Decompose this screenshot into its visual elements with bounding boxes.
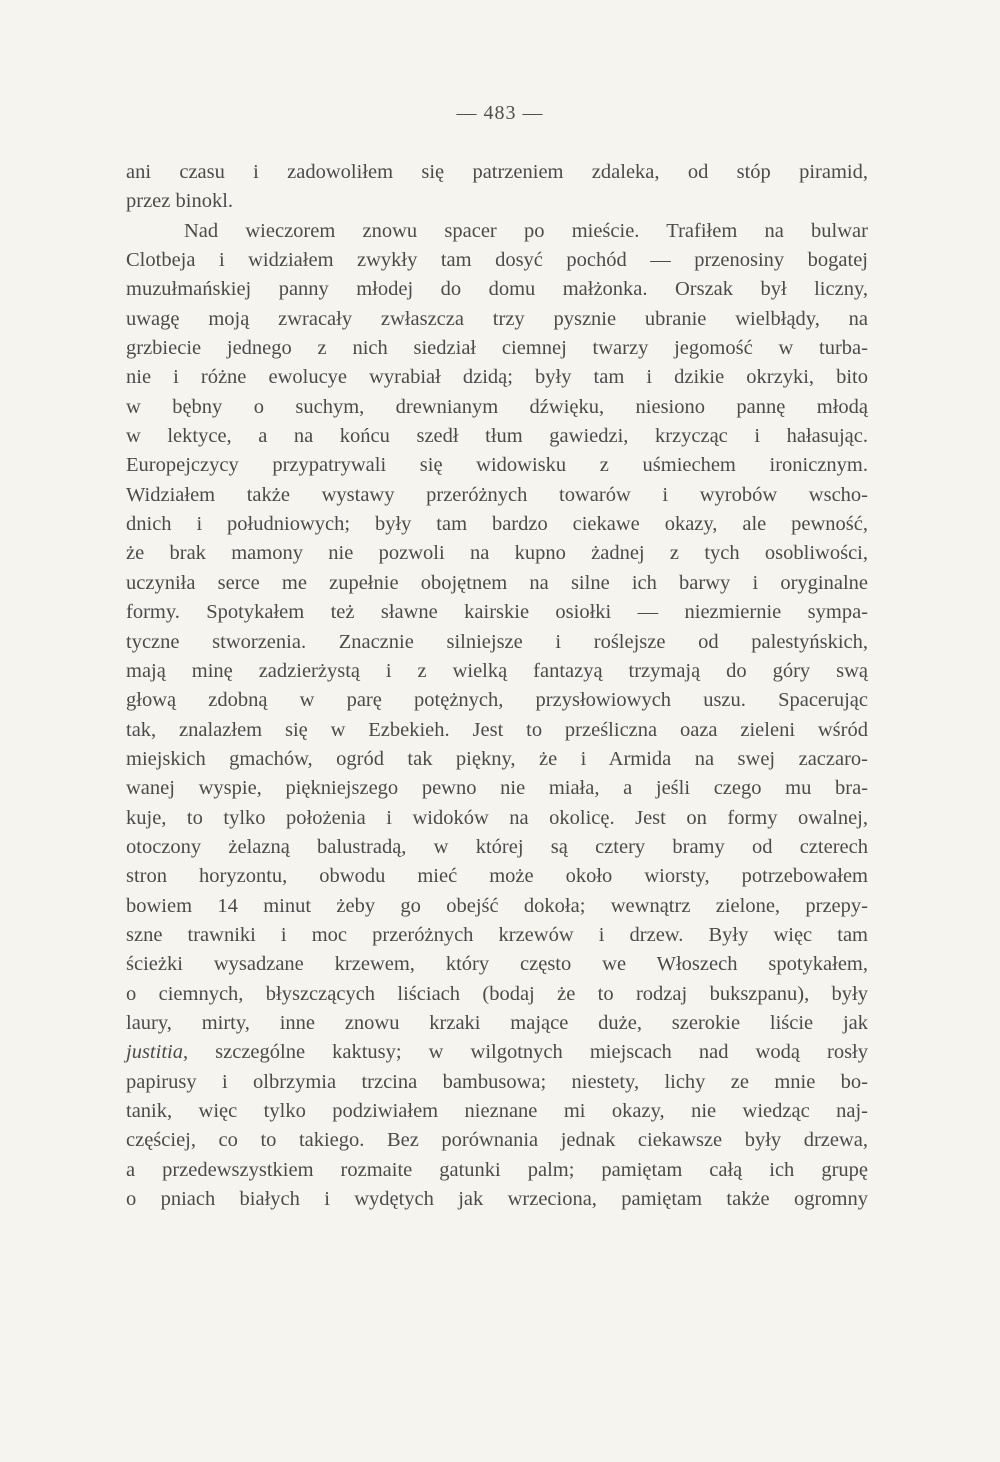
text-line: uwagę moją zwracały zwłaszcza trzy pysznie ubranie wielbłądy, na — [126, 307, 868, 330]
text-line: że brak mamony nie pozwoli na kupno żadnej z tych osobliwości, — [126, 542, 868, 565]
text-line: w bębny o suchym, drewnianym dźwięku, niesiono pannę młodą — [126, 395, 868, 418]
text-line: Widziałem także wystawy przeróżnych towarów i wyrobów wscho- — [126, 483, 868, 506]
text-line: a przedewszystkiem rozmaite gatunki palm; pamiętam całą ich grupę — [126, 1158, 868, 1181]
text-line: otoczony żelazną balustradą, w której są cztery bramy od czterech — [126, 835, 868, 858]
text-line: muzułmańskiej panny młodej do domu małżonka. Orszak był liczny, — [126, 278, 868, 301]
text-line: o ciemnych, błyszczących liściach (bodaj że to rodzaj bukszpanu), były — [126, 982, 868, 1005]
text-line: o pniach białych i wydętych jak wrzeciona, pamiętam także ogromny — [126, 1188, 868, 1211]
text-line: miejskich gmachów, ogród tak piękny, że i Armida na swej zaczaro- — [126, 747, 868, 770]
text-line: tak, znalazłem się w Ezbekieh. Jest to prześliczna oaza zieleni wśród — [126, 718, 868, 741]
text-line: laury, mirty, inne znowu krzaki mające duże, szerokie liście jak — [126, 1011, 868, 1034]
text-line: tanik, więc tylko podziwiałem nieznane mi okazy, nie wiedząc naj- — [126, 1100, 868, 1122]
italic-term: justitia — [126, 1041, 183, 1064]
text-line: formy. Spotykałem też sławne kairskie osiołki — niezmiernie sympa- — [126, 601, 868, 624]
text-line: częściej, co to takiego. Bez porównania jednak ciekawsze były drzewa, — [126, 1129, 868, 1152]
text-line: justitia, szczególne kaktusy; w wilgotnych miejscach nad wodą rosły — [126, 1041, 868, 1064]
text-line: szne trawniki i moc przeróżnych krzewów i drzew. Były więc tam — [126, 923, 868, 946]
text-line: mają minę zadzierżystą i z wielką fantazyą trzymają do góry swą — [126, 659, 868, 682]
text-line: nie i różne ewolucye wyrabiał dzidą; były tam i dzikie okrzyki, bito — [126, 366, 868, 389]
body-text — [126, 158, 868, 1214]
text-line: Nad wieczorem znowu spacer po mieście. Trafiłem na bulwar — [184, 219, 868, 242]
text-line: przez binokl. — [126, 190, 234, 213]
text-line: tyczne stworzenia. Znacznie silniejsze i roślejsze od palestyńskich, — [126, 630, 868, 653]
text-line: bowiem 14 minut żeby go obejść dokoła; wewnątrz zielone, przepy- — [126, 894, 868, 917]
text-line: ścieżki wysadzane krzewem, który często we Włoszech spotykałem, — [126, 953, 868, 976]
text-line: stron horyzontu, obwodu mieć może około wiorsty, potrzebowałem — [126, 865, 868, 888]
text-line: Europejczycy przypatrywali się widowisku z uśmiechem ironicznym. — [126, 454, 868, 477]
text-line: uczyniła serce me zupełnie obojętnem na silne ich barwy i oryginalne — [126, 571, 868, 594]
text-line: grzbiecie jednego z nich siedział ciemnej twarzy jegomość w turba- — [126, 337, 868, 360]
text-line: Clotbeja i widziałem zwykły tam dosyć pochód — przenosiny bogatej — [126, 249, 868, 272]
text-line: głową zdobną w parę potężnych, przysłowiowych uszu. Spacerując — [126, 689, 868, 712]
text-line: dnich i południowych; były tam bardzo ciekawe okazy, ale pewność, — [126, 513, 868, 536]
page-number: — 483 — — [456, 102, 544, 124]
text-line: papirusy i olbrzymia trzcina bambusowa; niestety, lichy ze mnie bo- — [126, 1070, 868, 1093]
text-line: kuje, to tylko położenia i widoków na okolicę. Jest on formy owalnej, — [126, 806, 868, 829]
text-line: w lektyce, a na końcu szedł tłum gawiedzi, krzycząc i hałasując. — [126, 425, 868, 448]
text-line: wanej wyspie, piękniejszego pewno nie miała, a jeśli czego mu bra- — [126, 777, 868, 800]
text-line: ani czasu i zadowoliłem się patrzeniem zdaleka, od stóp piramid, — [126, 161, 868, 183]
